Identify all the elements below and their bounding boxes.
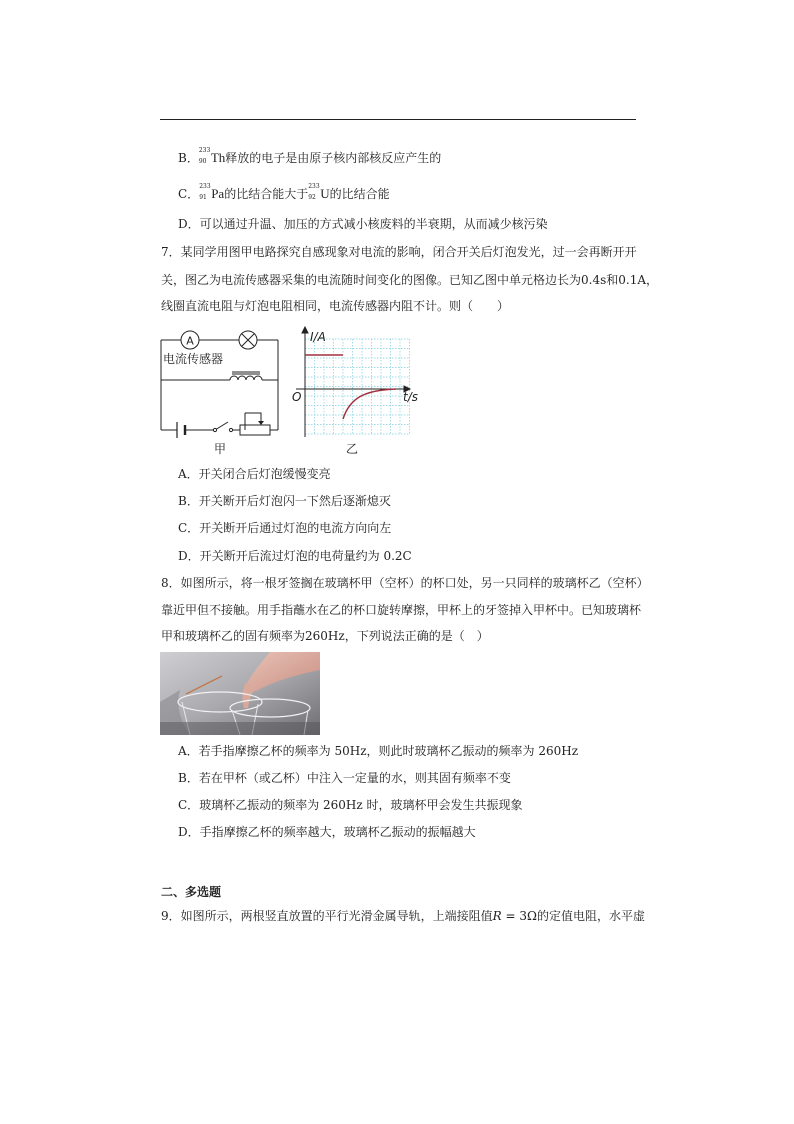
q6-option-d bbox=[178, 216, 548, 232]
option-letter: D． bbox=[178, 217, 200, 231]
switch-contact bbox=[229, 428, 232, 431]
q6-option-b bbox=[178, 147, 442, 166]
nuclide-u bbox=[308, 183, 320, 202]
option-text: 玻璃杯乙振动的频率为 260Hz 时，玻璃杯甲会发生共振现象 bbox=[199, 798, 523, 812]
x-axis-label: t/s bbox=[403, 390, 418, 404]
q6-option-c bbox=[178, 183, 390, 202]
q8-stem-line-3: 甲和玻璃杯乙的固有频率为260Hz，下列说法正确的是（ ） bbox=[161, 629, 489, 643]
y-axis-label: I/A bbox=[310, 330, 326, 344]
element-symbol: Th bbox=[210, 150, 226, 165]
lamp-icon bbox=[239, 331, 257, 349]
q7-option-a bbox=[178, 466, 331, 482]
charge-number: 90 bbox=[198, 158, 207, 165]
option-letter: A． bbox=[178, 744, 199, 758]
charge-number: 92 bbox=[308, 194, 316, 201]
q7-stem-line-3: 线圈直流电阻与灯泡电阻相同，电流传感器内阻不计。则（ ） bbox=[161, 299, 510, 313]
q8-option-c bbox=[178, 797, 523, 813]
q9-stem-line-1 bbox=[161, 908, 645, 924]
option-letter: C． bbox=[178, 187, 200, 201]
option-letter: C． bbox=[178, 521, 200, 535]
option-text: 释放的电子是由原子核内部核反应产生的 bbox=[225, 151, 442, 165]
mass-number: 233 bbox=[198, 147, 211, 154]
q7-option-c bbox=[178, 520, 391, 536]
y-axis-arrow bbox=[302, 327, 308, 333]
decay-current-curve bbox=[343, 389, 396, 419]
option-letter: D． bbox=[178, 825, 200, 839]
element-symbol: U bbox=[320, 186, 330, 201]
glass-cups-photo bbox=[160, 652, 320, 735]
option-text: 手指摩擦乙杯的频率越大，玻璃杯乙振动的振幅越大 bbox=[199, 825, 476, 839]
battery-icon bbox=[177, 422, 185, 438]
nuclide-th bbox=[198, 147, 211, 166]
origin-label: O bbox=[292, 390, 302, 404]
option-text: 开关断开后通过灯泡的电流方向向左 bbox=[199, 521, 392, 535]
q9-text-suffix: 的定值电阻，水平虚 bbox=[536, 909, 645, 923]
resistance-value: = 3Ω bbox=[501, 909, 537, 923]
q7-option-d bbox=[178, 548, 412, 564]
option-text: 开关断开后流过灯泡的电荷量约为 0.2C bbox=[199, 549, 412, 563]
mass-number: 233 bbox=[199, 183, 211, 190]
current-time-graph-yi bbox=[288, 325, 423, 460]
q8-option-a bbox=[178, 743, 578, 759]
option-letter: B． bbox=[178, 494, 199, 508]
option-letter: C． bbox=[178, 798, 200, 812]
header-rule bbox=[160, 119, 636, 120]
inductor-icon bbox=[230, 372, 262, 380]
nuclide-pa bbox=[199, 183, 211, 202]
element-symbol: Pa bbox=[211, 186, 225, 201]
option-text: 开关闭合后灯泡缓慢变亮 bbox=[198, 467, 331, 481]
section-heading: 二、多选题 bbox=[161, 885, 222, 899]
q8-option-d bbox=[178, 824, 476, 840]
q9-text-prefix: 9．如图所示，两根竖直放置的平行光滑金属导轨，上端接阻值 bbox=[161, 909, 493, 923]
option-text: 若在甲杯（或乙杯）中注入一定量的水，则其固有频率不变 bbox=[198, 771, 511, 785]
charge-number: 91 bbox=[199, 194, 207, 201]
option-text: 的比结合能 bbox=[329, 187, 390, 201]
option-text: 若手指摩擦乙杯的频率为 50Hz，则此时玻璃杯乙振动的频率为 260Hz bbox=[198, 744, 579, 758]
option-text: 开关断开后灯泡闪一下然后逐渐熄灭 bbox=[198, 494, 391, 508]
switch-pivot bbox=[213, 428, 216, 431]
q7-option-b bbox=[178, 493, 391, 509]
mass-number: 233 bbox=[308, 183, 320, 190]
resistor-symbol: R bbox=[492, 909, 502, 923]
q8-stem-line-2: 靠近甲但不接触。用手指蘸水在乙的杯口旋转摩擦，甲杯上的牙签掉入甲杯中。已知玻璃杯 bbox=[161, 603, 642, 617]
figure-caption-yi: 乙 bbox=[346, 442, 359, 456]
option-letter: A． bbox=[178, 467, 199, 481]
option-letter: D． bbox=[178, 549, 200, 563]
option-letter: B． bbox=[178, 771, 199, 785]
q8-stem-line-1: 8．如图所示，将一根牙签搁在玻璃杯甲（空杯）的杯口处，另一只同样的玻璃杯乙（空杯） bbox=[161, 576, 649, 590]
ammeter-label: A bbox=[186, 334, 194, 348]
q7-stem-line-1: 7．某同学用图甲电路探究自感现象对电流的影响，闭合开关后灯泡发光，过一会再断开开 bbox=[161, 245, 637, 259]
sensor-label: 电流传感器 bbox=[163, 352, 224, 366]
option-letter: B． bbox=[178, 151, 199, 165]
option-text: 的比结合能大于 bbox=[224, 187, 309, 201]
circuit-diagram-jia bbox=[155, 325, 285, 460]
rheostat-icon bbox=[240, 413, 270, 435]
q7-stem-line-2: 关，图乙为电流传感器采集的电流随时间变化的图像。已知乙图中单元格边长为0.4s和0.1A， bbox=[161, 273, 658, 287]
figure-caption-jia: 甲 bbox=[214, 442, 227, 456]
q8-option-b bbox=[178, 770, 511, 786]
option-text: 可以通过升温、加压的方式减小核废料的半衰期，从而减少核污染 bbox=[199, 217, 548, 231]
graph-grid bbox=[305, 339, 410, 434]
